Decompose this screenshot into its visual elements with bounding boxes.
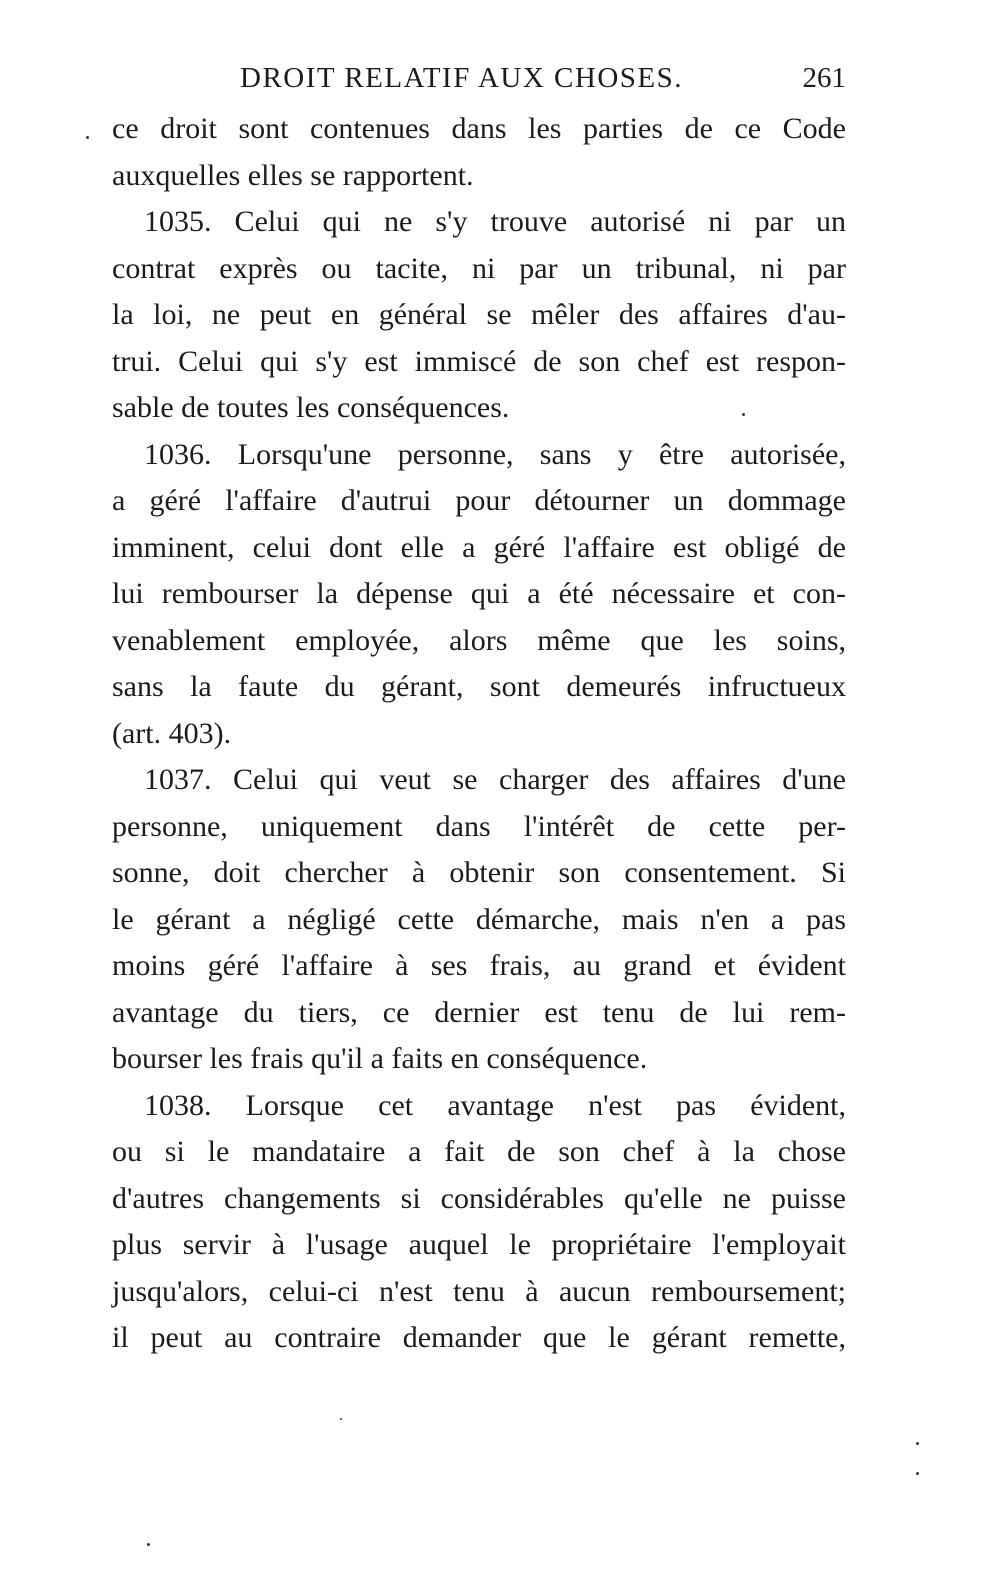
text-line: sonne, doit chercher à obtenir son consentement. Si — [112, 856, 846, 889]
text-line: 1037. Celui qui veut se charger des affaires d'une — [144, 763, 846, 796]
scan-speck — [916, 1472, 919, 1475]
text-line: lui rembourser la dépense qui a été nécessaire et con- — [112, 577, 846, 610]
text-line: venablement employée, alors même que les soins, — [112, 623, 846, 657]
text-line: 1036. Lorsqu'une personne, sans y être autorisée, — [144, 437, 846, 471]
article-1038 — [112, 1083, 846, 1362]
text-line: jusqu'alors, celui-ci n'est tenu à aucun remboursement; — [112, 1274, 846, 1308]
text-line: plus servir à l'usage auquel le propriétaire l'employait — [112, 1228, 846, 1261]
page-header — [240, 58, 846, 98]
text-line: le gérant a négligé cette démarche, mais n'en a pas — [112, 902, 846, 936]
text-line: 1035. Celui qui ne s'y trouve autorisé ni par un — [144, 205, 846, 238]
scan-speck — [340, 1418, 342, 1420]
text-line: trui. Celui qui s'y est immiscé de son chef est respon- — [112, 344, 846, 378]
paragraph-continuation — [112, 106, 846, 199]
scan-speck — [916, 1442, 919, 1445]
text-line: auxquelles elles se rapportent. — [112, 158, 474, 192]
text-line: (art. 403). — [112, 716, 232, 750]
running-title: DROIT RELATIF AUX CHOSES. — [240, 62, 684, 94]
text-line: sans la faute du gérant, sont demeurés infructueux — [112, 670, 846, 703]
text-line: bourser les frais qu'il a faits en conséquence. — [112, 1042, 648, 1075]
article-1036 — [112, 432, 846, 758]
text-line: il peut au contraire demander que le gérant remette, — [112, 1321, 846, 1354]
scan-speck — [147, 1543, 150, 1546]
text-line: moins géré l'affaire à ses frais, au grand et évident — [112, 949, 846, 982]
text-line: sable de toutes les conséquences. — [112, 391, 510, 424]
text-line: la loi, ne peut en général se mêler des affaires d'au- — [112, 298, 846, 331]
text-line: personne, uniquement dans l'intérêt de cette per- — [112, 809, 846, 843]
body-text — [112, 106, 846, 1362]
text-line: imminent, celui dont elle a géré l'affaire est obligé de — [112, 530, 846, 564]
article-1037 — [112, 757, 846, 1083]
text-line: 1038. Lorsque cet avantage n'est pas évident, — [144, 1088, 846, 1122]
text-line: contrat exprès ou tacite, ni par un tribunal, ni par — [112, 251, 846, 285]
text-line: ce droit sont contenues dans les parties de ce Code — [112, 112, 846, 145]
text-line: ou si le mandataire a fait de son chef à la chose — [112, 1135, 846, 1168]
text-line: avantage du tiers, ce dernier est tenu de lui rem- — [112, 995, 846, 1029]
text-line: a géré l'affaire d'autrui pour détourner un dommage — [112, 484, 846, 517]
scan-speck — [742, 413, 745, 416]
article-1035 — [112, 199, 846, 432]
text-line: d'autres changements si considérables qu'elle ne puisse — [112, 1181, 846, 1215]
scan-speck — [86, 136, 89, 139]
page-number: 261 — [802, 62, 846, 94]
